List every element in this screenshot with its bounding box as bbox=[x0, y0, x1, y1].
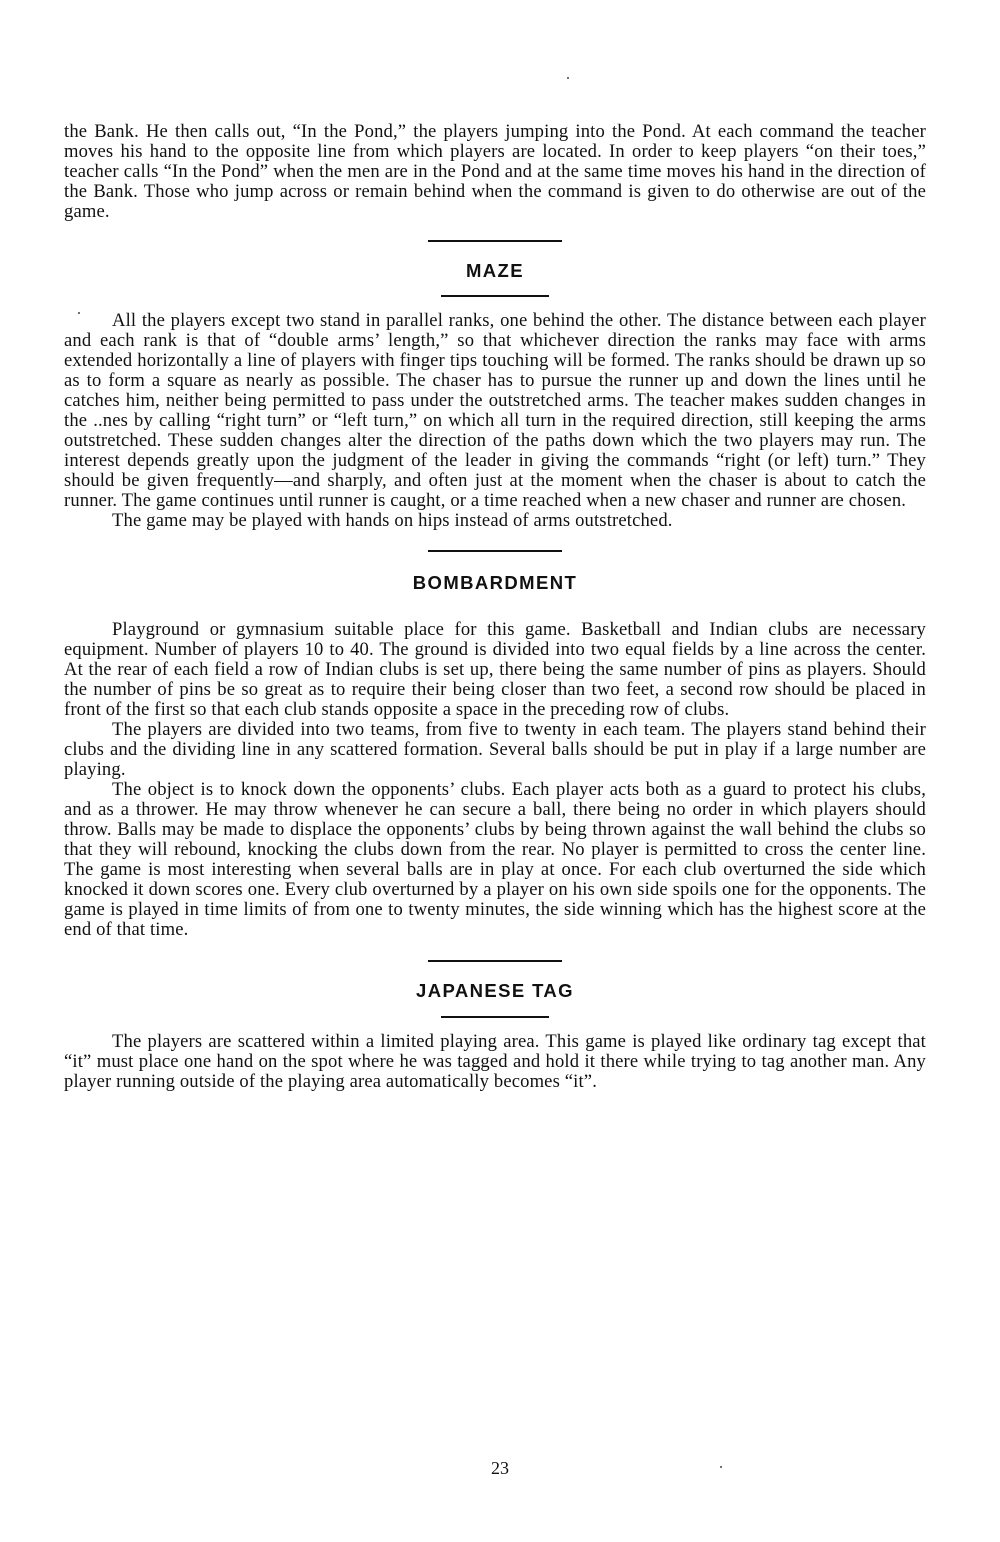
bombardment-paragraph: The object is to knock down the opponents’ clubs. Each player acts both as a guard to protect his clubs, and as a thrower. He may throw whenever he can secure a ball, there being no order in which players should throw. Balls may be made to displace the opponents’ clubs by being thrown against the wall behind the clubs so that they will rebound, knocking the clubs down from the rear. No player is permitted to cross the center line. The game is most interesting when several balls are in play at once. For each club overturned the side which knocked it down scores one. Every club overturned by a player on his own side spoils one for the opponents. The game is played in time limits of from one to twenty minutes, the side winning which has the highest score at the end of that time. bbox=[64, 779, 926, 940]
intro-paragraph: the Bank. He then calls out, “In the Pond,” the players jumping into the Pond. At each command the teacher moves his hand to the opposite line from which players are located. In order to keep players “on their toes,” teacher calls “In the Pond” when the men are in the Pond and at the same time moves his hand in the direction of the Bank. Those who jump across or remain behind when the command is given to do otherwise are out of the game. bbox=[64, 121, 926, 222]
section-title-bombardment: BOMBARDMENT bbox=[412, 572, 578, 593]
section-divider-bottom bbox=[441, 295, 549, 297]
section-maze bbox=[64, 311, 926, 531]
section-divider-top bbox=[428, 550, 562, 552]
bombardment-paragraph: Playground or gymnasium suitable place for this game. Basketball and Indian clubs are necessary equipment. Number of players 10 to 40. The ground is divided into two equal fields by a line across the center. At the rear of each field a row of Indian clubs is set up, there being the same number of pins as players. Should the number of pins be so great as to require their being closer than two feet, a second row should be placed in front of the first so that each club stands opposite a space in the preceding row of clubs. bbox=[64, 619, 926, 720]
section-title-japanese-tag: JAPANESE TAG bbox=[416, 980, 574, 1001]
section-japanese-tag bbox=[64, 1032, 926, 1092]
maze-paragraph: All the players except two stand in parallel ranks, one behind the other. The distance between each player and each rank is that of “double arms’ length,” so that whichever direction the ranks may face with arms extended horizontally a line of players with finger tips touching will be formed. The ranks should be drawn up so as to form a square as nearly as possible. The chaser has to pursue the runner up and down the lines until he catches him, neither being permitted to pass under the outstretched arms. The teacher makes sudden changes in the ..nes by calling “right turn” or “left turn,” on which all turn in the required direction, still keeping the arms outstretched. These sudden changes alter the direction of the paths down which the two players may run. The interest depends greatly upon the judgment of the leader in giving the commands “right (or left) turn.” They should be given frequently—and sharply, and often just at the moment when the chaser is about to catch the runner. The game continues until runner is caught, or a time reached when a new chaser and runner are chosen. bbox=[64, 310, 926, 511]
section-title-maze: MAZE bbox=[465, 260, 524, 281]
maze-paragraph: The game may be played with hands on hips instead of arms outstretched. bbox=[112, 510, 673, 531]
bombardment-paragraph: The players are divided into two teams, from five to twenty in each team. The players stand behind their clubs and the dividing line in any scattered formation. Several balls should be put in play if a large number are playing. bbox=[64, 719, 926, 780]
section-bombardment bbox=[64, 620, 926, 940]
section-divider-top bbox=[428, 240, 562, 242]
japanese-tag-paragraph: The players are scattered within a limited playing area. This game is played like ordinary tag except that “it” must place one hand on the spot where he was tagged and hold it there while trying to tag another man. Any player running outside of the playing area automatically becomes “it”. bbox=[64, 1031, 926, 1092]
ink-speck bbox=[567, 77, 569, 79]
page-body bbox=[64, 122, 926, 1092]
section-divider-bottom bbox=[441, 1016, 549, 1018]
section-divider-top bbox=[428, 960, 562, 962]
page-number: 23 bbox=[491, 1458, 509, 1478]
